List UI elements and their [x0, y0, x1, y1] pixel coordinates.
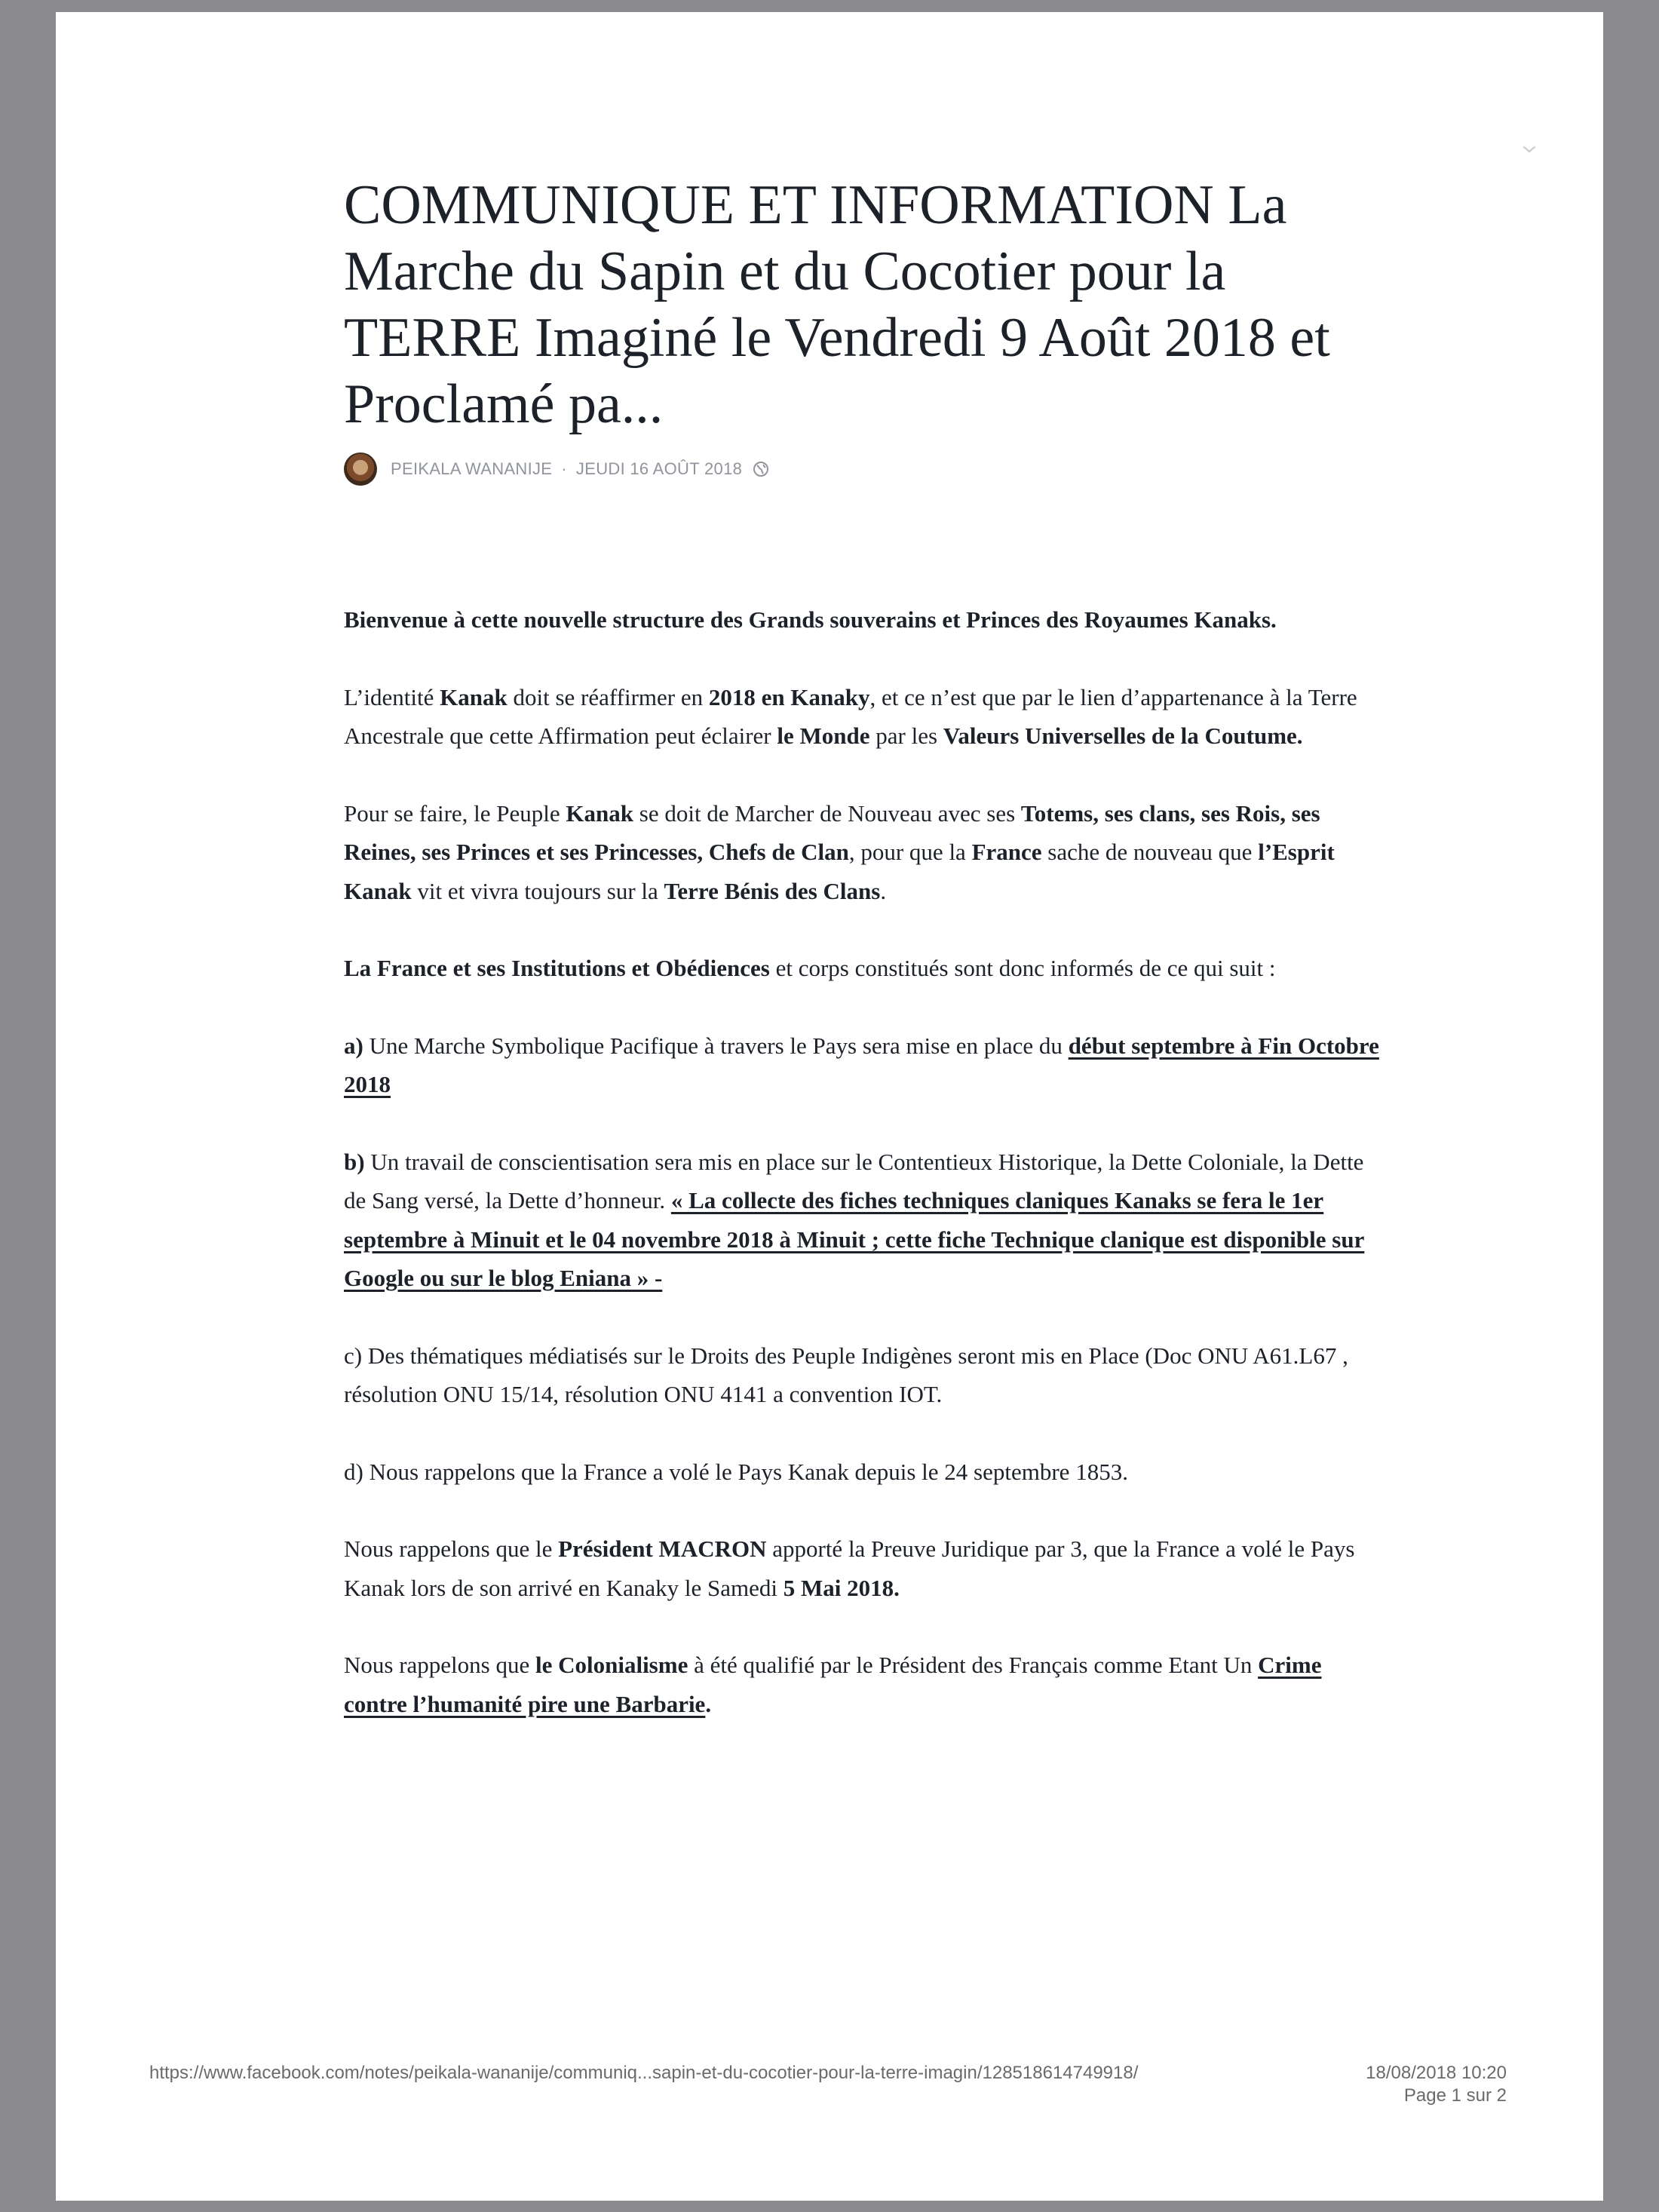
- paragraph-macron: [344, 1529, 1385, 1607]
- underlined-text: « La collecte des fiches techniques claniques Kanaks se fera le 1er septembre à Minuit et le 04 novembre 2018 à Minuit ; cette fiche Technique clanique est disponible sur Google ou sur le blog Eniana » -: [344, 1187, 1365, 1291]
- text: .: [880, 877, 887, 904]
- text: vit et vivra toujours sur la: [411, 877, 664, 904]
- bold-text: Valeurs Universelles de la Coutume.: [943, 723, 1303, 749]
- text: Un travail de conscientisation sera mis en place sur le Contentieux Historique, la Dette Coloniale, la Dette de Sang versé, la Dette d’honneur.: [344, 1148, 1364, 1213]
- text: d) Nous rappelons que la France a volé le Pays Kanak depuis le 24 septembre 1853.: [344, 1458, 1128, 1485]
- bold-text: le Colonialisme: [535, 1652, 688, 1678]
- text: , pour que la: [848, 839, 972, 865]
- bold-text: a): [344, 1032, 363, 1059]
- underlined-text: Crime contre l’humanité pire une Barbarie: [344, 1652, 1322, 1717]
- text: , et ce n’est que par le lien d’appartenance à la Terre Ancestrale que cette Affirmation peut éclairer: [344, 683, 1357, 749]
- author-avatar[interactable]: [344, 453, 377, 486]
- text: se doit de Marcher de Nouveau avec ses: [633, 799, 1021, 827]
- note-byline: [344, 451, 1385, 487]
- footer-meta: [1366, 2062, 1507, 2107]
- bold-text: le Monde: [777, 723, 870, 749]
- bold-text: Kanak: [566, 799, 634, 827]
- underlined-text: début septembre à Fin Octobre 2018: [344, 1032, 1379, 1097]
- bold-text: 2018 en Kanaky: [708, 683, 870, 710]
- text: sache de nouveau que: [1041, 839, 1259, 865]
- publish-date[interactable]: JEUDI 16 AOÛT 2018: [575, 459, 743, 478]
- paragraph-welcome: [344, 600, 1385, 640]
- paragraph-item-b: [344, 1143, 1385, 1298]
- paragraph-item-c: [344, 1336, 1385, 1414]
- author-name[interactable]: PEIKALA WANANIJE: [391, 459, 553, 478]
- text: apporté la Preuve Juridique par 3, que la France a volé le Pays Kanak lors de son arrivé en Kanaky le Samedi: [344, 1536, 1355, 1601]
- bold-text: Totems, ses clans, ses Rois, ses Reines, ses Princes et ses Princesses, Chefs de Clan: [344, 799, 1320, 865]
- text: L’identité: [344, 683, 440, 710]
- bold-text: France: [971, 839, 1042, 865]
- chevron-down-icon[interactable]: [1520, 140, 1538, 158]
- byline-separator: ·: [561, 459, 567, 478]
- paragraph-item-a: [344, 1026, 1385, 1104]
- text: Nous rappelons que: [344, 1652, 535, 1678]
- bold-text: Bienvenue à cette nouvelle structure des Grands souverains et Princes des Royaumes Kanaks.: [344, 606, 1277, 633]
- text: doit se réaffirmer en: [507, 683, 709, 710]
- note-article: [344, 172, 1385, 1762]
- text: et corps constitués sont donc informés de ce qui suit :: [769, 955, 1276, 981]
- footer-datetime: 18/08/2018 10:20: [1366, 2063, 1507, 2083]
- paragraph-march: [344, 794, 1385, 911]
- text: à été qualifié par le Président des Français comme Etant Un: [688, 1652, 1259, 1678]
- text: par les: [869, 723, 943, 749]
- note-body: [344, 600, 1385, 1723]
- bold-text: Terre Bénis des Clans: [664, 877, 881, 904]
- globe-icon: [753, 461, 769, 477]
- footer-page-number: Page 1 sur 2: [1403, 2085, 1507, 2106]
- bold-text: La France et ses Institutions et Obédiences: [344, 955, 770, 981]
- footer-url[interactable]: https://www.facebook.com/notes/peikala-wananije/communiq...sapin-et-du-cocotier-pour-la-terre-imagin/128518614749918/: [149, 2063, 1139, 2083]
- text: Nous rappelons que le: [344, 1536, 559, 1562]
- paragraph-colonialism: [344, 1646, 1385, 1723]
- paragraph-identity: [344, 678, 1385, 756]
- bold-text: Kanak: [440, 683, 508, 710]
- text: Une Marche Symbolique Pacifique à travers le Pays sera mise en place du: [363, 1032, 1069, 1059]
- pdf-page: [56, 12, 1603, 2201]
- paragraph-notice: [344, 949, 1385, 988]
- paragraph-item-d: [344, 1453, 1385, 1492]
- bold-text: 5 Mai 2018.: [783, 1574, 900, 1601]
- bold-text: Président MACRON: [558, 1536, 767, 1562]
- note-title: COMMUNIQUE ET INFORMATION La Marche du Sapin et du Cocotier pour la TERRE Imaginé le Vendredi 9 Août 2018 et Proclamé pa...: [344, 174, 1330, 435]
- text: c) Des thématiques médiatisés sur le Droits des Peuple Indigènes seront mis en Place (Doc ONU A61.L67 , résolution ONU 15/14, résolution ONU 4141 a convention IOT.: [344, 1342, 1348, 1407]
- bold-text: .: [705, 1690, 712, 1717]
- text: Pour se faire, le Peuple: [344, 799, 566, 827]
- bold-text: b): [344, 1148, 365, 1175]
- bold-text: l’Esprit Kanak: [344, 839, 1335, 904]
